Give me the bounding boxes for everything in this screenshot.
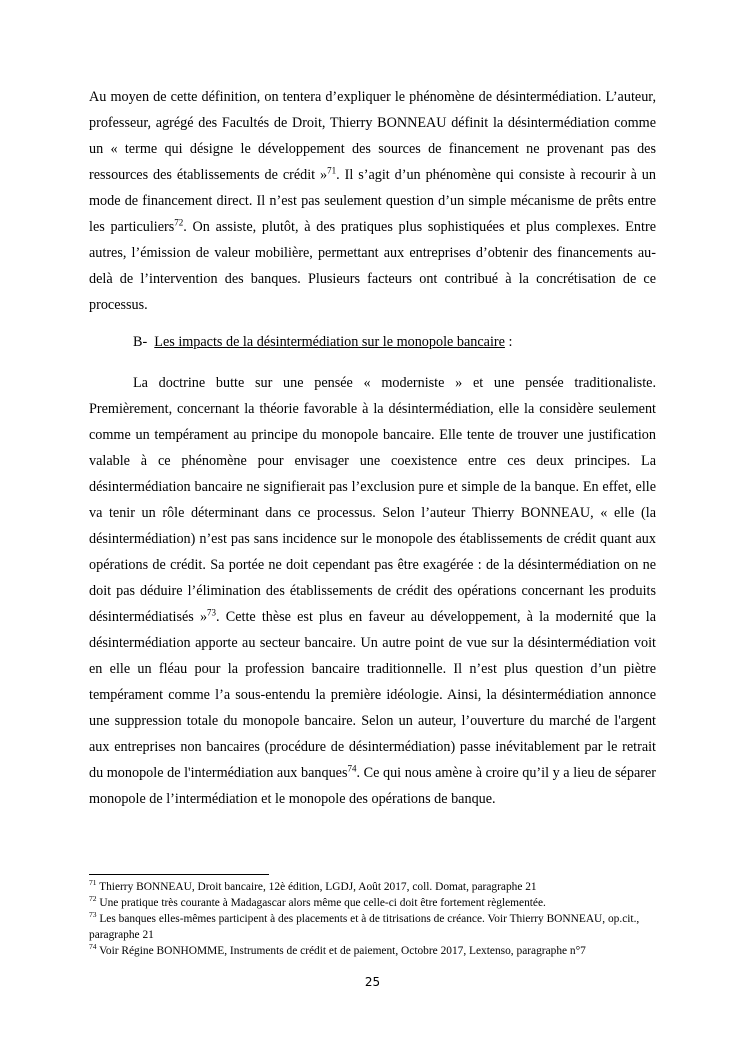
page-number: 25 bbox=[364, 975, 381, 989]
paragraph-text: . Il s’agit d’un phénomène qui consiste à recourir à un mode de financement direct. Il n’est pas seulement question d’un simple mécanisme de prêts entre les particuliers bbox=[89, 167, 656, 235]
paragraph-definition bbox=[89, 84, 656, 318]
footnote-text: Thierry BONNEAU, Droit bancaire, 12è édition, LGDJ, Août 2017, coll. Domat, paragraphe 21 bbox=[96, 881, 537, 893]
paragraph-text: . Ce qui nous amène à croire qu’il y a lieu de séparer monopole de l’intermédiation et le monopole des opérations de banque. bbox=[89, 765, 656, 807]
footnote-reference[interactable]: 72 bbox=[174, 217, 184, 228]
footnote-text: Les banques elles-mêmes participent à des placements et à de titrisations de créance. Voir Thierry BONNEAU, op.cit., paragraphe 21 bbox=[89, 913, 640, 941]
section-prefix: B- bbox=[133, 334, 148, 350]
footnote-text: Une pratique très courante à Madagascar alors même que celle-ci doit être fortement règlementée. bbox=[96, 897, 546, 909]
paragraph-text: Au moyen de cette définition, on tentera d’expliquer le phénomène de désintermédiation. L’auteur, professeur, agrégé des Facultés de Droit, Thierry BONNEAU définit la désintermédiation comme un « terme qui désigne le développement des sources de financement ne provenant pas des ressources des établissements de crédit » bbox=[89, 89, 656, 183]
footnote-reference[interactable]: 74 bbox=[347, 763, 357, 774]
footnote-reference[interactable]: 73 bbox=[207, 607, 217, 618]
paragraph-text: . Cette thèse est plus en faveur au développement, à la modernité que la désintermédiation apporte au secteur bancaire. Un autre point de vue sur la désintermédiation voit en elle un fléau pour la profession bancaire traditionnelle. Il n’est plus question d’un piètre tempérament comme l’a sous-entendu la première idéologie. Ainsi, la désintermédiation annonce une suppression totale du monopole bancaire. Selon un auteur, l’ouverture du marché de l'argent aux entreprises non bancaires (procédure de désintermédiation) passe inévitablement par le retrait du monopole de l'intermédiation aux banques bbox=[89, 609, 656, 781]
section-suffix: : bbox=[504, 334, 513, 350]
footnote bbox=[89, 879, 656, 895]
footnote bbox=[89, 943, 656, 959]
footnote-separator bbox=[89, 874, 269, 875]
footnote-reference[interactable]: 71 bbox=[327, 165, 337, 176]
footnote bbox=[89, 895, 656, 911]
footnote-number: 74 bbox=[89, 942, 97, 952]
footnote-text: Voir Régine BONHOMME, Instruments de crédit et de paiement, Octobre 2017, Lextenso, paragraphe n°7 bbox=[96, 945, 586, 957]
section-heading bbox=[133, 329, 653, 355]
section-title: Les impacts de la désintermédiation sur le monopole bancaire bbox=[154, 334, 505, 350]
paragraph-doctrine bbox=[89, 370, 656, 812]
footnote-number: 73 bbox=[89, 910, 97, 920]
footnote-number: 71 bbox=[89, 878, 97, 888]
paragraph-text: La doctrine butte sur une pensée « moderniste » et une pensée traditionaliste. Premièrement, concernant la théorie favorable à la désintermédiation, elle la considère seulement comme un tempérament au principe du monopole bancaire. Elle tente de trouver une justification valable à ce phénomène pour envisager une coexistence entre ces deux principes. La désintermédiation bancaire ne signifierait pas l’exclusion pure et simple de la banque. En effet, elle va tenir un rôle déterminant dans ce processus. Selon l’auteur Thierry BONNEAU, « elle (la désintermédiation) n’est pas sans incidence sur le monopole des établissements de crédit quant aux opérations de crédit. Sa portée ne doit cependant pas être exagérée : de la désintermédiation on ne doit pas déduire l’élimination des établissements de crédit des opérations concernant les produits désintermédiatisés » bbox=[89, 375, 656, 625]
footnote bbox=[89, 911, 656, 943]
paragraph-text: . On assiste, plutôt, à des pratiques plus sophistiquées et plus complexes. Entre autres, l’émission de valeur mobilière, permettant aux entreprises d’obtenir des financements au-delà de l’intervention des banques. Plusieurs facteurs ont contribué à la concrétisation de ce processus. bbox=[89, 219, 656, 313]
footnote-number: 72 bbox=[89, 894, 97, 904]
footnotes bbox=[89, 879, 656, 959]
